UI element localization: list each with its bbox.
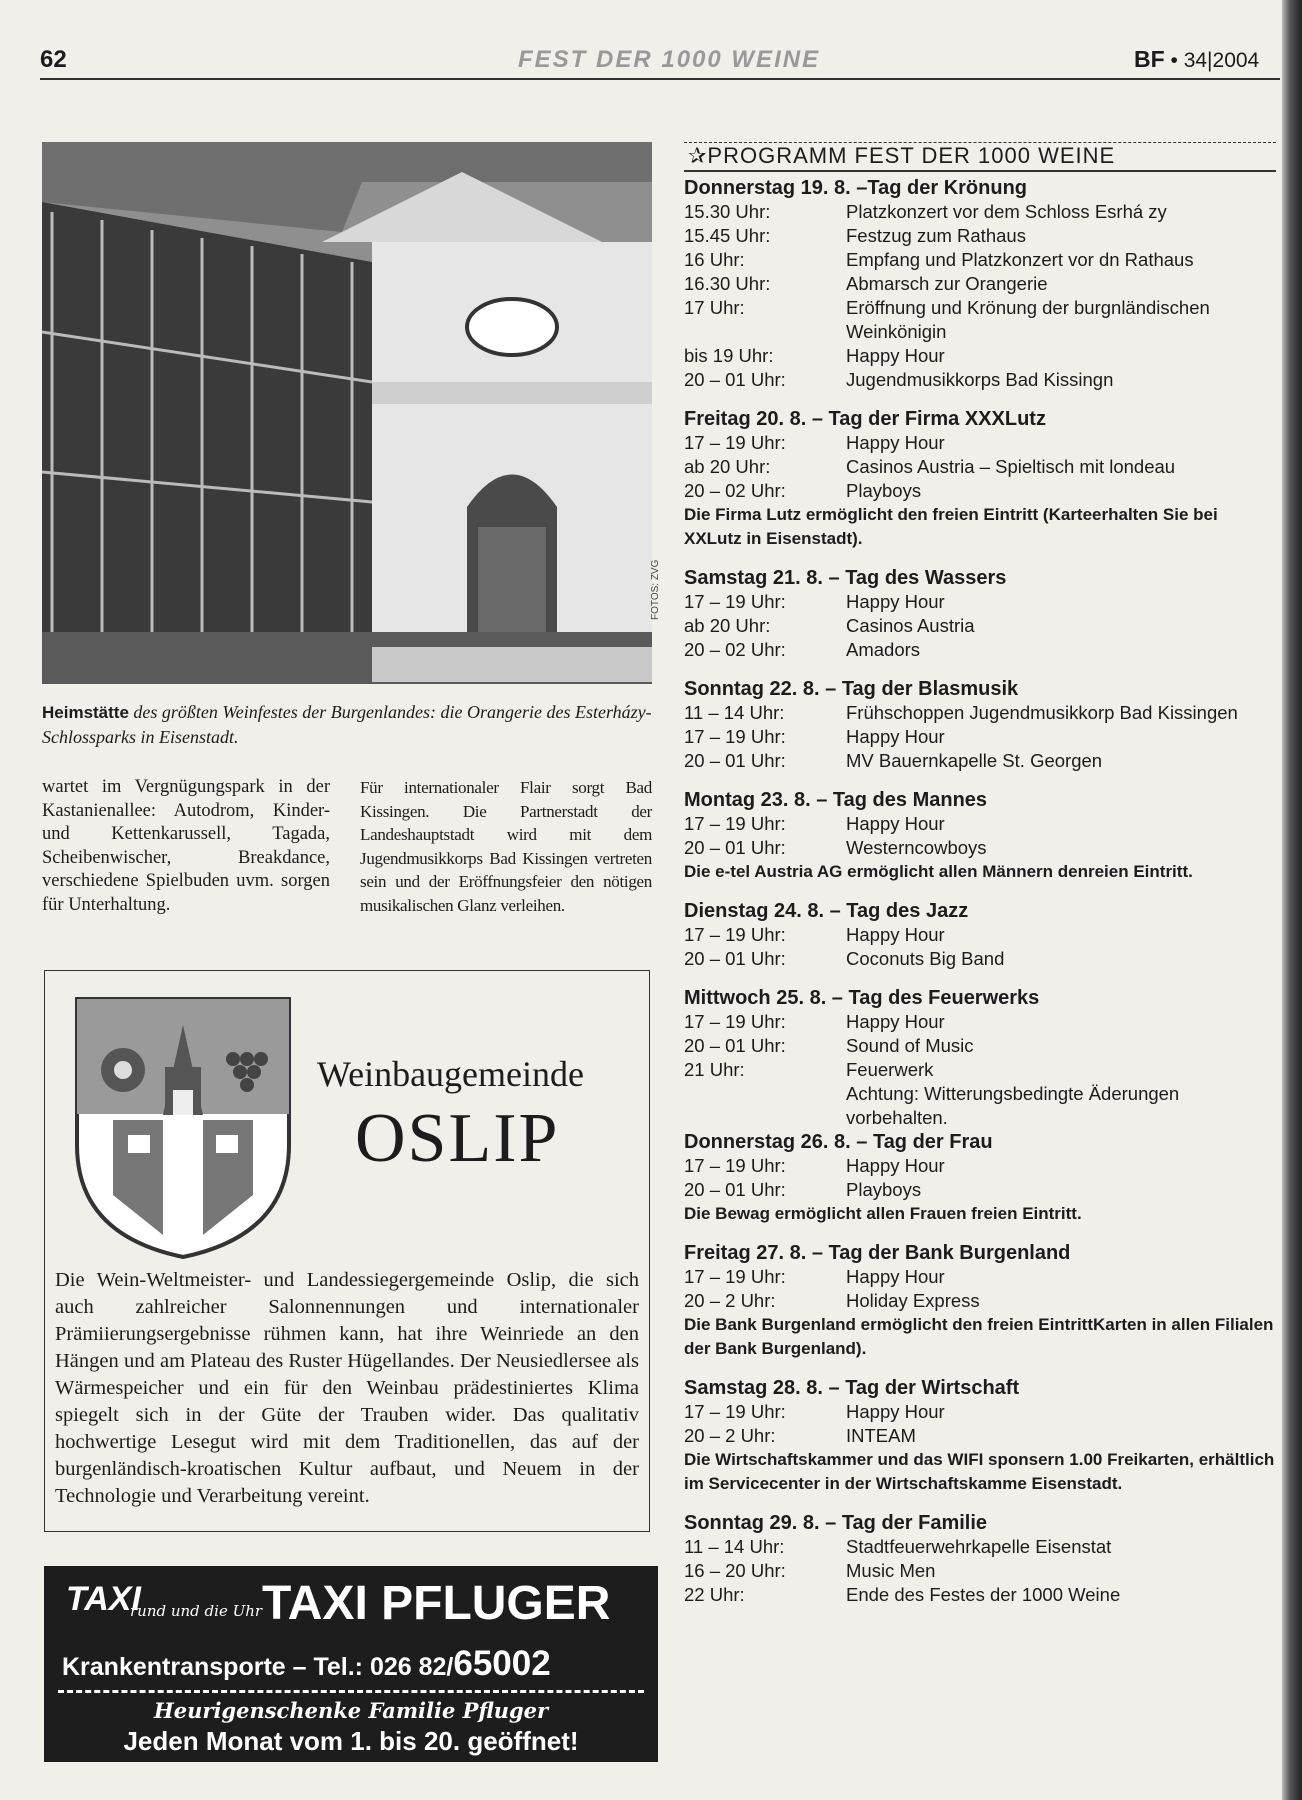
schedule-event: Festzug zum Rathaus (846, 225, 1026, 246)
day-title: Samstag 21. 8. – Tag des Wassers (684, 567, 1007, 589)
article-column-2: Für internationaler Flair sorgt Bad Kissingen. Die Partnerstadt der Landeshauptstadt wird mit dem Jugendmusikkorps Bad Kissingen vertreten sein und der Eröffnungsfeier den nötigen musikalischen Glanz verleihen. (360, 778, 652, 915)
schedule-event: Happy Hour (846, 1401, 945, 1422)
schedule-time: 15.45 Uhr: (684, 225, 771, 246)
schedule-time: 17 – 19 Uhr: (684, 813, 786, 834)
day-title: Montag 23. 8. – Tag des Mannes (684, 789, 988, 811)
schedule-event: Eröffnung und Krönung der burgnländischen Weinkönigin (846, 297, 1210, 342)
schedule-event: Playboys (846, 480, 922, 501)
schedule-row (684, 1178, 1276, 1202)
schedule-event: Coconuts Big Band (846, 948, 1005, 969)
issue-number: 34|2004 (1183, 49, 1260, 72)
article-column-1: wartet im Vergnügungspark in der Kastanienallee: Autodrom, Kinder- und Kettenkarussell, Tagada, Scheibenwischer, Breakdance, verschiedene Spielbuden uvm. sorgen für Unterhaltung. (42, 777, 330, 915)
schedule-time: 17 Uhr: (684, 297, 745, 318)
schedule-event: Feuerwerk (846, 1059, 934, 1080)
day-title: Sonntag 29. 8. – Tag der Familie (684, 1512, 988, 1534)
schedule-time: 20 – 01 Uhr: (684, 837, 786, 858)
day-note: Die Bewag ermöglicht allen Frauen freien Eintritt. (684, 1204, 1082, 1223)
schedule-event: Happy Hour (846, 726, 945, 747)
schedule-time: 11 – 14 Uhr: (684, 1536, 785, 1557)
schedule-row (684, 272, 1276, 296)
schedule-time: 20 – 01 Uhr: (684, 1035, 786, 1056)
day-title: Mittwoch 25. 8. – Tag des Feuerwerks (684, 987, 1040, 1009)
ad-title: OSLIP (355, 1100, 560, 1177)
schedule-event: Westerncowboys (846, 837, 987, 858)
caption-text: des größten Weinfestes der Burgenlandes: die Orangerie des Esterházy-Schlossparks in Eisenstadt. (42, 702, 652, 747)
schedule-time: 16 – 20 Uhr: (684, 1560, 786, 1581)
schedule-row (684, 1058, 1276, 1082)
issue-info: BF • 34|2004 (1134, 46, 1260, 72)
schedule-row (684, 923, 1276, 947)
day-title: Dienstag 24. 8. – Tag des Jazz (684, 900, 969, 922)
schedule-row (684, 1154, 1276, 1178)
day-title: Donnerstag 26. 8. – Tag der Frau (684, 1131, 993, 1153)
schedule-event: Music Men (846, 1560, 936, 1581)
program-day (684, 1511, 1276, 1607)
schedule-time: 20 – 02 Uhr: (684, 639, 786, 660)
schedule-row (684, 200, 1276, 224)
schedule-time: 17 – 19 Uhr: (684, 432, 786, 453)
schedule-row (684, 431, 1276, 455)
schedule-event: Frühschoppen Jugendmusikkorp Bad Kissingen (846, 702, 1238, 723)
taxi-tel-label: Krankentransporte – Tel.: 026 82/ (62, 1653, 454, 1681)
schedule-time: 20 – 01 Uhr: (684, 1179, 786, 1200)
schedule-row (684, 1289, 1276, 1313)
schedule-event: Happy Hour (846, 345, 945, 366)
schedule-time: 17 – 19 Uhr: (684, 726, 786, 747)
schedule-row (684, 1010, 1276, 1034)
schedule-event: Ende des Festes der 1000 Weine (846, 1584, 1121, 1605)
schedule-event: Casinos Austria – Spieltisch mit londeau (846, 456, 1176, 477)
taxi-telephone (62, 1644, 551, 1684)
day-note: Die Bank Burgenland ermöglicht den freien EintrittKarten in allen Filialen der Bank Burgenland). (684, 1315, 1274, 1358)
schedule-time: 22 Uhr: (684, 1584, 745, 1605)
schedule-time: 11 – 14 Uhr: (684, 702, 785, 723)
program-day (684, 566, 1276, 662)
header-rule (40, 78, 1280, 80)
taxi-advertisement (44, 1566, 658, 1762)
program-day (684, 1376, 1276, 1496)
program-day (684, 986, 1276, 1130)
day-title: Sonntag 22. 8. – Tag der Blasmusik (684, 678, 1019, 700)
section-title: FEST DER 1000 WEINE (518, 46, 821, 73)
schedule-event: Happy Hour (846, 1266, 945, 1287)
day-title: Freitag 20. 8. – Tag der Firma XXXLutz (684, 408, 1046, 430)
schedule-time: 20 – 01 Uhr: (684, 948, 786, 969)
taxi-opening-hours: Jeden Monat vom 1. bis 20. geöffnet! (123, 1726, 579, 1756)
program-day (684, 788, 1276, 884)
schedule-event: Happy Hour (846, 1155, 945, 1176)
day-note: Die e-tel Austria AG ermöglicht allen Männern denreien Eintritt. (684, 862, 1193, 881)
schedule-time: 20 – 01 Uhr: (684, 369, 786, 390)
schedule-row (684, 701, 1276, 725)
page-number: 62 (40, 46, 67, 73)
schedule-time: 17 – 19 Uhr: (684, 1266, 786, 1287)
schedule-time: 20 – 2 Uhr: (684, 1290, 776, 1311)
schedule-row (684, 1424, 1276, 1448)
program-day (684, 176, 1276, 392)
schedule-event: INTEAM (846, 1425, 916, 1446)
schedule-row (684, 725, 1276, 749)
schedule-row (684, 1034, 1276, 1058)
schedule-event: Happy Hour (846, 591, 945, 612)
orangerie-photo (42, 142, 652, 684)
schedule-event: Empfang und Platzkonzert vor dn Rathaus (846, 249, 1194, 270)
schedule-time: 17 – 19 Uhr: (684, 1401, 786, 1422)
schedule-row (684, 224, 1276, 248)
program-day (684, 1241, 1276, 1361)
schedule-row (684, 812, 1276, 836)
day-title: Samstag 28. 8. – Tag der Wirtschaft (684, 1377, 1020, 1399)
schedule-row (684, 1535, 1276, 1559)
taxi-heuriger: Heurigenschenke Familie Pfluger (153, 1698, 549, 1723)
schedule-event: MV Bauernkapelle St. Georgen (846, 750, 1103, 771)
schedule-row (684, 479, 1276, 503)
schedule-time: 17 – 19 Uhr: (684, 924, 786, 945)
schedule-event: Stadtfeuerwehrkapelle Eisenstat (846, 1536, 1112, 1557)
schedule-event: Happy Hour (846, 432, 945, 453)
publication-name: BF (1134, 46, 1165, 72)
schedule-row (684, 455, 1276, 479)
schedule-time: 16 Uhr: (684, 249, 745, 270)
schedule-row (684, 296, 1276, 344)
schedule-event: Jugendmusikkorps Bad Kissingn (846, 369, 1114, 390)
schedule-event: Achtung: Witterungsbedingte Äderungen vorbehalten. (846, 1083, 1180, 1128)
day-title: Donnerstag 19. 8. –Tag der Krönung (684, 177, 1028, 199)
schedule-row (684, 638, 1276, 662)
schedule-time: 16.30 Uhr: (684, 273, 771, 294)
schedule-event: Sound of Music (846, 1035, 974, 1056)
schedule-row (684, 1400, 1276, 1424)
ad-subtitle: Weinbaugemeinde (317, 1054, 584, 1094)
photo-caption (42, 700, 654, 750)
day-title: Freitag 27. 8. – Tag der Bank Burgenland (684, 1242, 1071, 1264)
schedule-event: Happy Hour (846, 813, 945, 834)
program-day (684, 899, 1276, 971)
schedule-time: 15.30 Uhr: (684, 201, 771, 222)
schedule-row (684, 344, 1276, 368)
schedule-row (684, 1559, 1276, 1583)
schedule-row (684, 590, 1276, 614)
schedule-time: ab 20 Uhr: (684, 615, 771, 636)
oslip-coat-of-arms (73, 995, 293, 1259)
page-edge-shadow (1282, 0, 1302, 1800)
schedule-row (684, 836, 1276, 860)
schedule-time: 20 – 01 Uhr: (684, 750, 786, 771)
schedule-time (684, 1082, 846, 1130)
schedule-row (684, 1265, 1276, 1289)
day-note: Die Wirtschaftskammer und das WIFI sponsern 1.00 Freikarten, erhältlich im Servicecenter in der Wirtschaftskamme Eisenstadt. (684, 1450, 1275, 1493)
schedule-event: Happy Hour (846, 924, 945, 945)
ad-body-text: Die Wein-Weltmeister- und Landessiegergemeinde Oslip, die sich auch zahlreicher Salonnennungen und internationaler Prämiierungsergebnisse rühmen kann, hat ihre Weinriede an den Hängen und am Plateau des Ruster Hügellandes. Der Neusiedlersee als Wärmespeicher und ein für den Weinbau prädestiniertes Klima spiegelt sich in der Güte der Trauben wider. Das qualitativ hochwertige Lesegut wird mit dem Traditionellen, das auf der burgenländisch-kroatischen Kultur aufbaut, und Neuem in der Technologie und Verarbeitung vereint. (55, 1269, 639, 1507)
schedule-time: ab 20 Uhr: (684, 456, 771, 477)
program-box (684, 142, 1276, 1622)
schedule-event: Platzkonzert vor dem Schloss Esrhá zy (846, 201, 1167, 222)
schedule-row (684, 368, 1276, 392)
program-days (684, 176, 1276, 1607)
schedule-time: 17 – 19 Uhr: (684, 591, 786, 612)
schedule-row (684, 248, 1276, 272)
caption-lead: Heimstätte (42, 703, 129, 722)
schedule-time: 20 – 2 Uhr: (684, 1425, 776, 1446)
schedule-time: 21 Uhr: (684, 1059, 745, 1080)
program-day (684, 407, 1276, 551)
taxi-tel-number: 65002 (453, 1644, 551, 1683)
schedule-event: Holiday Express (846, 1290, 980, 1311)
schedule-time: bis 19 Uhr: (684, 345, 774, 366)
program-day (684, 1130, 1276, 1226)
schedule-time: 17 – 19 Uhr: (684, 1155, 786, 1176)
schedule-time: 17 – 19 Uhr: (684, 1011, 786, 1032)
schedule-event: Happy Hour (846, 1011, 945, 1032)
program-heading: ✰PROGRAMM FEST DER 1000 WEINE (684, 142, 1276, 172)
schedule-row (684, 614, 1276, 638)
photo-credit: FOTOS: ZVG (650, 559, 661, 620)
schedule-row (684, 749, 1276, 773)
schedule-row (684, 1082, 1276, 1130)
schedule-event: Casinos Austria (846, 615, 975, 636)
taxi-logo-script: rund und die Uhr (130, 1602, 263, 1620)
day-note: Die Firma Lutz ermöglicht den freien Eintritt (Karteerhalten Sie bei XXLutz in Eisenstadt). (684, 505, 1218, 548)
schedule-row (684, 1583, 1276, 1607)
schedule-row (684, 947, 1276, 971)
oslip-advertisement (44, 970, 650, 1532)
taxi-divider (58, 1690, 644, 1693)
schedule-event: Amadors (846, 639, 921, 660)
schedule-event: Abmarsch zur Orangerie (846, 273, 1048, 294)
schedule-time: 20 – 02 Uhr: (684, 480, 786, 501)
schedule-event: Playboys (846, 1179, 922, 1200)
program-day (684, 677, 1276, 773)
taxi-logo: TAXI (66, 1580, 141, 1618)
taxi-title: TAXI PFLUGER (262, 1577, 611, 1630)
